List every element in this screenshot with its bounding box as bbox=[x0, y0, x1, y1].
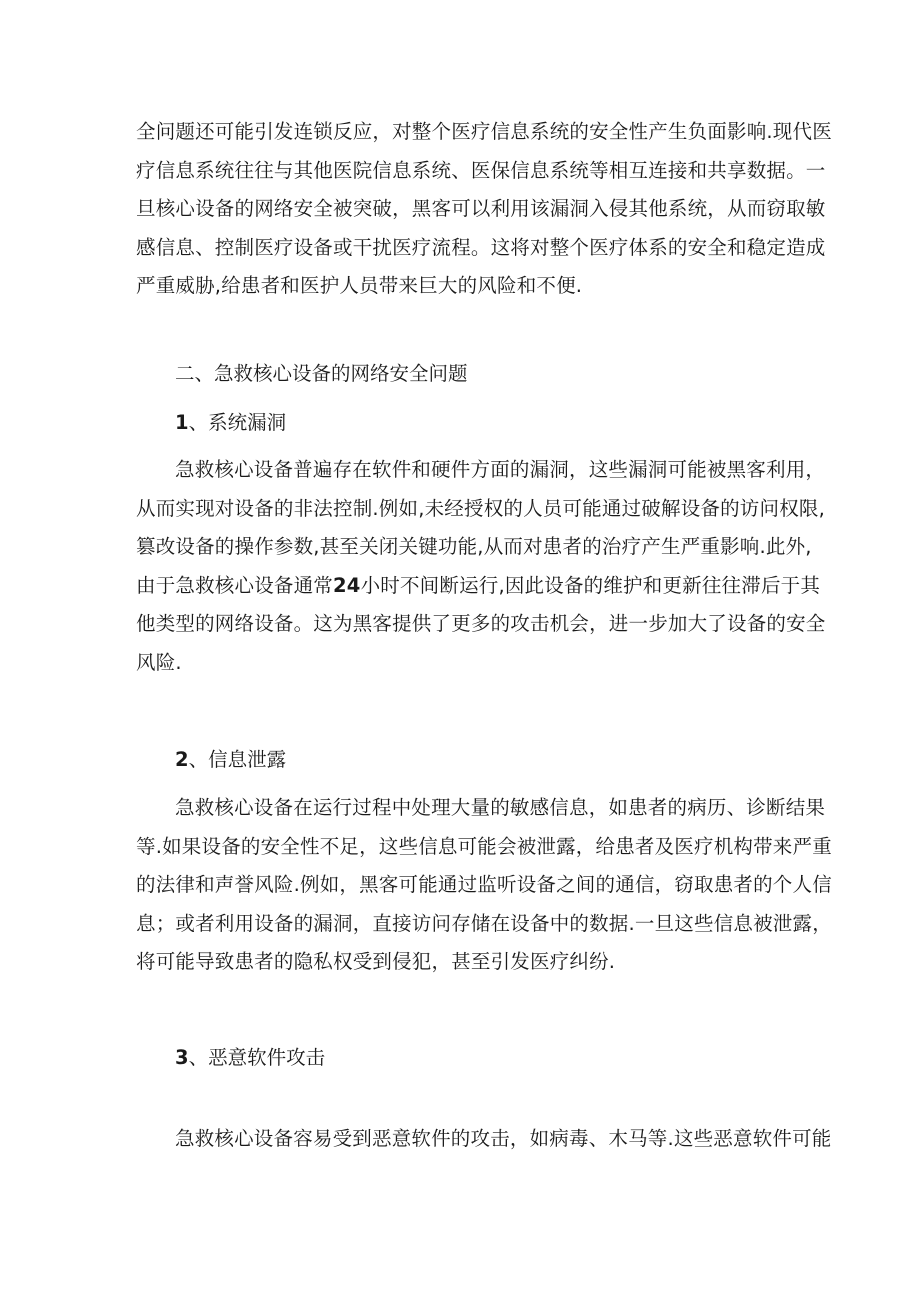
text-line: 全问题还可能引发连锁反应，对整个医疗信息系统的安全性产生负面影响.现代医 bbox=[136, 120, 832, 143]
subsection-number: 2 bbox=[175, 748, 189, 771]
subsection-heading-malware bbox=[175, 1039, 325, 1078]
text-line: 旦核心设备的网络安全被突破，黑客可以利用该漏洞入侵其他系统，从而窃取敏 bbox=[136, 197, 826, 220]
text-line: 从而实现对设备的非法控制.例如,未经授权的人员可能通过破解设备的访问权限, bbox=[136, 496, 825, 520]
text-line: 急救核心设备容易受到恶意软件的攻击，如病毒、木马等.这些恶意软件可能 bbox=[175, 1127, 832, 1150]
text-line: 疗信息系统往往与其他医院信息系统、医保信息系统等相互连接和共享数据。一 bbox=[136, 158, 826, 182]
subsection-title: 、信息泄露 bbox=[188, 748, 287, 771]
bold-number: 24 bbox=[333, 573, 361, 597]
subsection-title: 、恶意软件攻击 bbox=[188, 1046, 326, 1069]
text-line: 急救核心设备在运行过程中处理大量的敏感信息，如患者的病历、诊断结果 bbox=[175, 796, 826, 819]
subsection-number: 3 bbox=[175, 1046, 189, 1069]
text-line: 等.如果设备的安全性不足，这些信息可能会被泄露，给患者及医疗机构带来严重 bbox=[136, 834, 832, 858]
subsection-heading-data-leak bbox=[175, 741, 286, 780]
section-heading: 二、急救核心设备的网络安全问题 bbox=[175, 362, 468, 385]
subsection-number: 1 bbox=[175, 411, 189, 434]
text-line: 急救核心设备普遍存在软件和硬件方面的漏洞，这些漏洞可能被黑客利用， bbox=[175, 458, 826, 481]
text-line: 严重威胁,给患者和医护人员带来巨大的风险和不便. bbox=[136, 274, 583, 297]
text-line: 将可能导致患者的隐私权受到侵犯，甚至引发医疗纠纷. bbox=[136, 950, 616, 973]
subsection-title: 、系统漏洞 bbox=[188, 411, 287, 434]
text-line: 感信息、控制医疗设备或干扰医疗流程。这将对整个医疗体系的安全和稳定造成 bbox=[136, 235, 826, 259]
text-line: 的法律和声誉风险.例如，黑客可能通过监听设备之间的通信，窃取患者的个人信 bbox=[136, 873, 832, 896]
paragraph-intro-continuation bbox=[136, 113, 832, 306]
subsection-heading-vulnerabilities bbox=[175, 404, 286, 443]
paragraph-vulnerabilities bbox=[136, 451, 826, 682]
paragraph-data-leak bbox=[136, 789, 832, 982]
text-line: 篡改设备的操作参数,甚至关闭关键功能,从而对患者的治疗产生严重影响.此外, bbox=[136, 535, 812, 558]
paragraph-malware bbox=[136, 1120, 832, 1159]
text-line: 息；或者利用设备的漏洞，直接访问存储在设备中的数据.一旦这些信息被泄露， bbox=[136, 911, 832, 935]
text-line: 风险. bbox=[136, 650, 182, 674]
text-line: 他类型的网络设备。这为黑客提供了更多的攻击机会，进一步加大了设备的安全 bbox=[136, 612, 826, 635]
text-line: 由于急救核心设备通常24小时不间断运行,因此设备的维护和更新往往滞后于其 bbox=[136, 573, 821, 597]
